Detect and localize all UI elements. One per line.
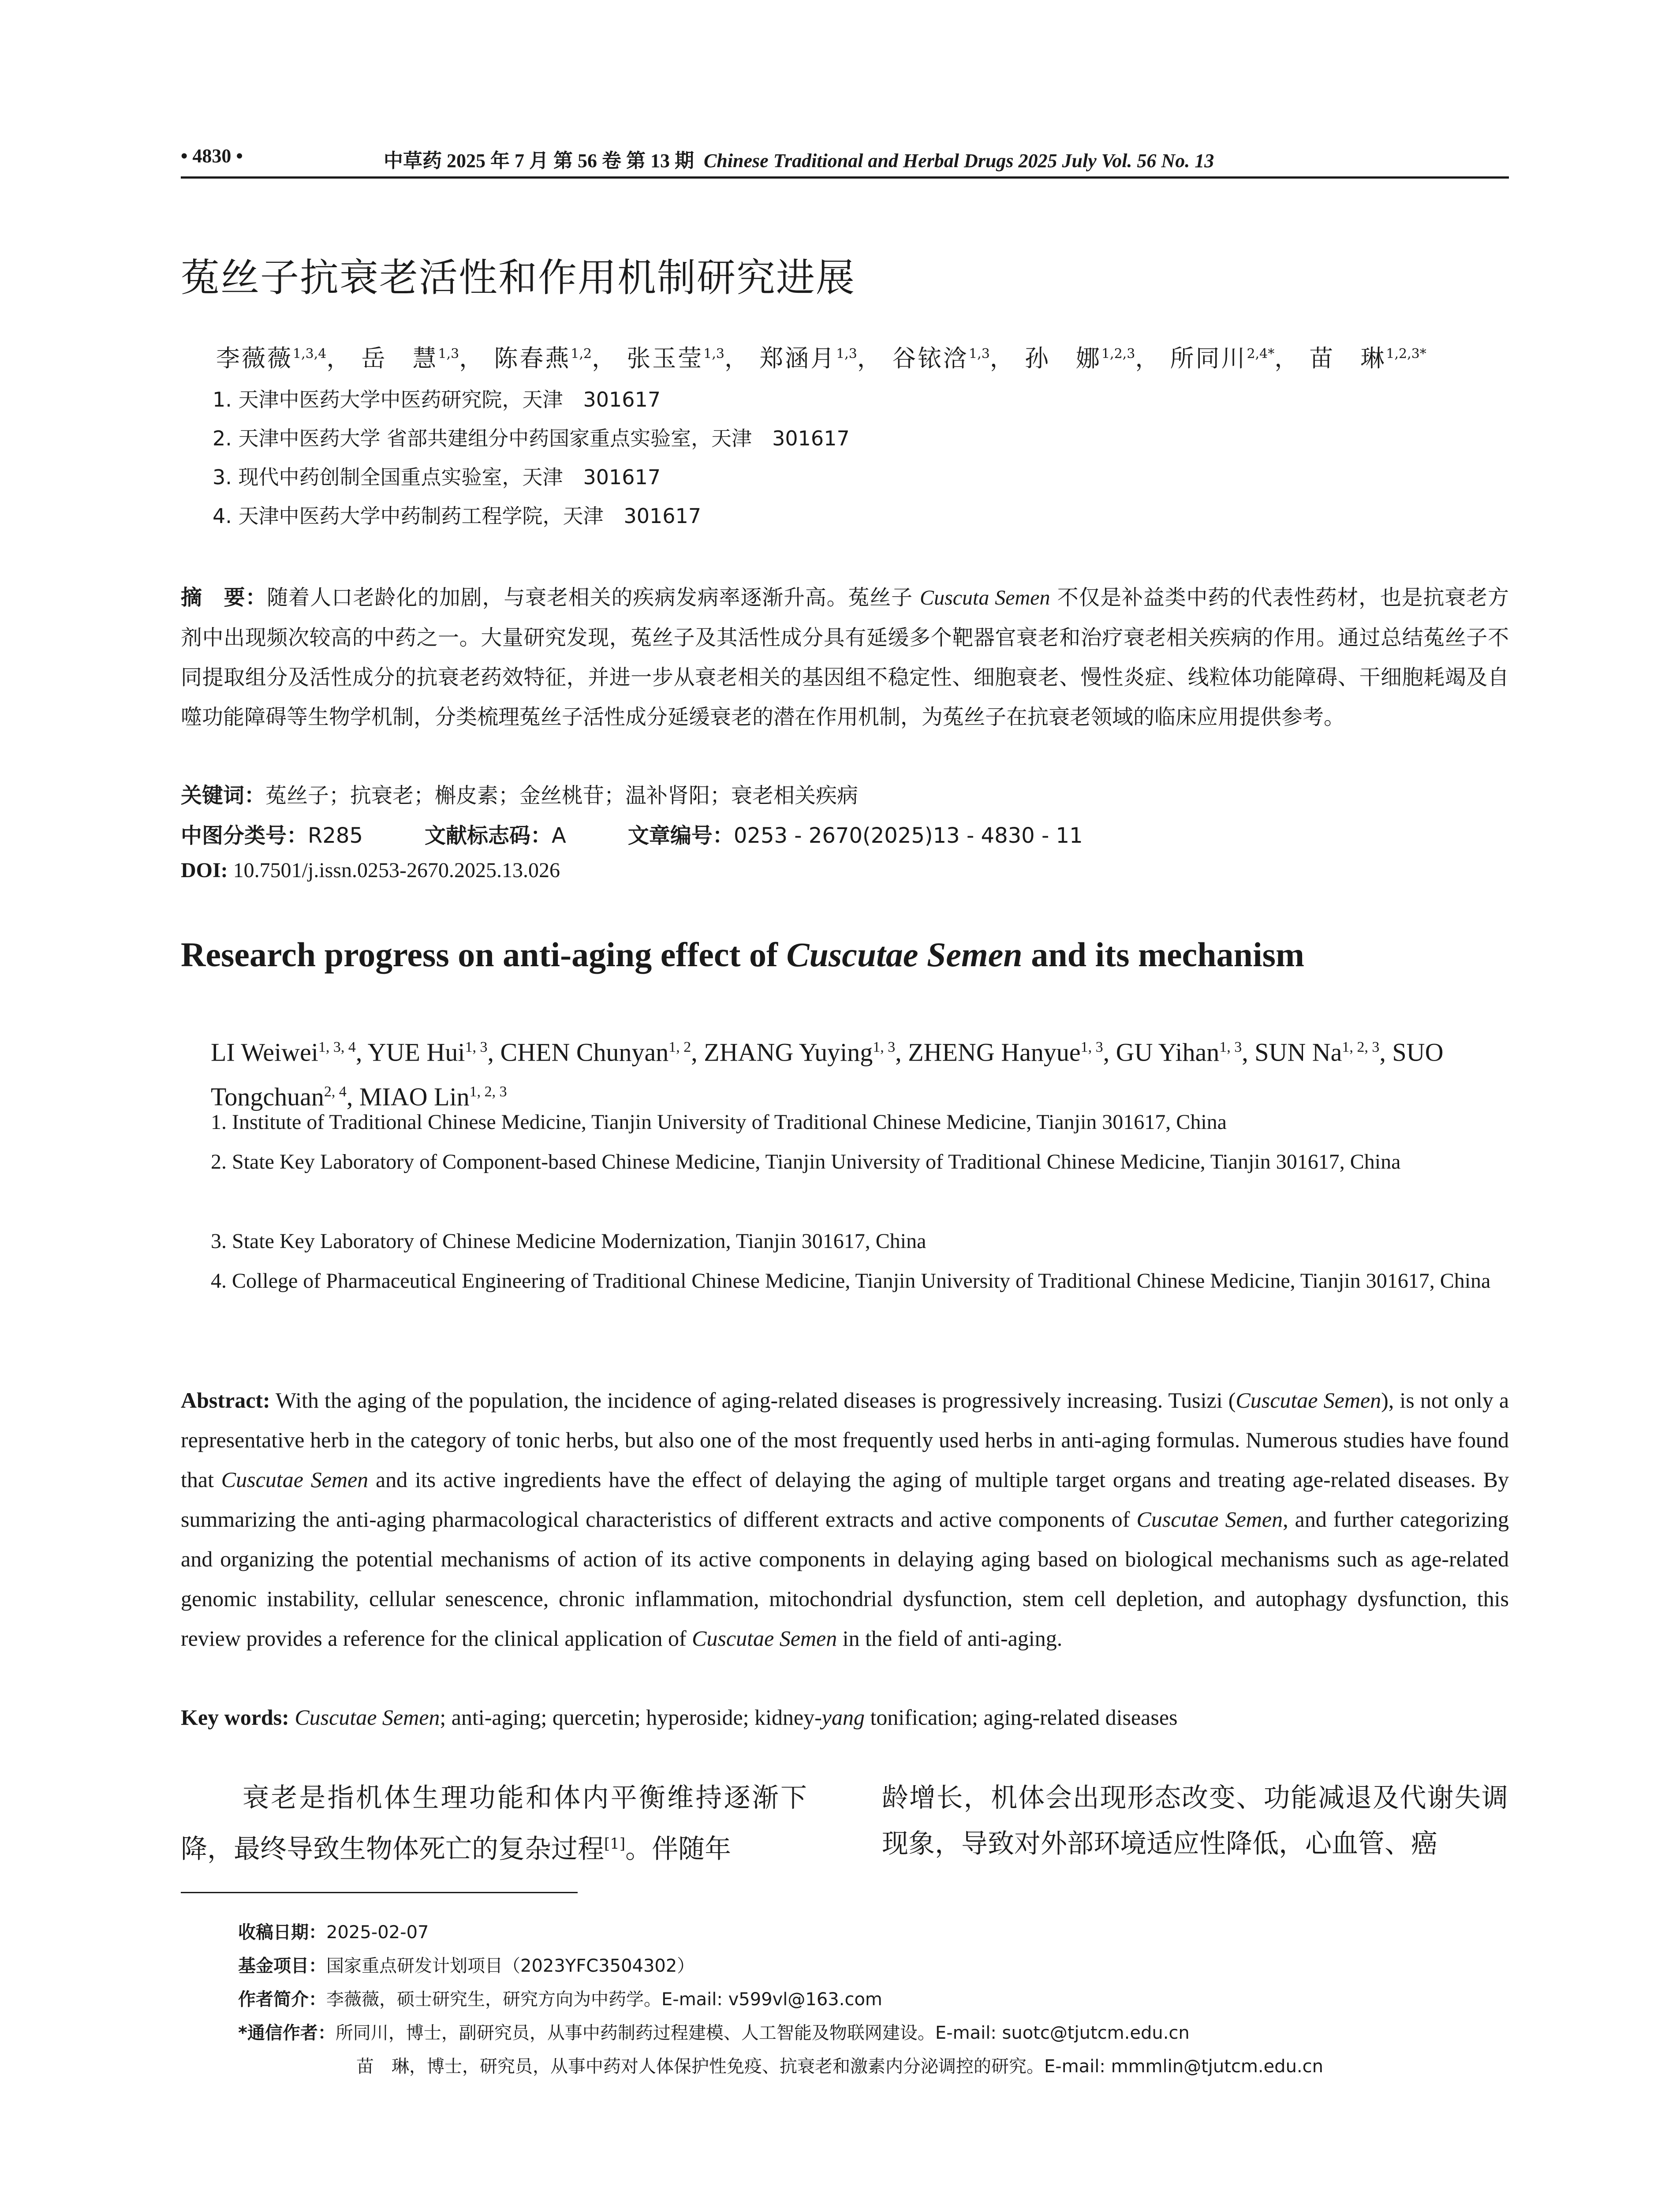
author-cn: 岳 慧$^{1,3}$， [361, 344, 485, 372]
journal-cn: 中草药 2025 年 7 月 第 56 卷 第 13 期 [384, 150, 694, 172]
author-cn: 张玉莹$^{1,3}$， [627, 344, 750, 372]
authors-cn [216, 340, 1426, 374]
author-cn: 陈春燕$^{1,2}$， [494, 344, 618, 372]
footnote-corresponding: *通信作者：所同川，博士，副研究员，从事中药制药过程建模、人工智能及物联网建设。E-mail: suotc@tjutcm.edu.cn [238, 2023, 1190, 2043]
footnote-author: 作者简介：李薇薇，硕士研究生，研究方向为中药学。E-mail: v599vl@163.com [238, 1989, 882, 2010]
abstract-en-label: Abstract: [181, 1388, 270, 1413]
footnote-rule [181, 1892, 578, 1893]
page-number: • 4830 • [181, 145, 243, 167]
affiliation-en: 4. College of Pharmaceutical Engineering of Traditional Chinese Medicine, Tianjin University of Traditional Chinese Medicine, Tianjin 301617, China [211, 1269, 1491, 1293]
affiliation-cn: 3. 现代中药创制全国重点实验室，天津 301617 [213, 465, 661, 489]
affiliation-en: 3. State Key Laboratory of Chinese Medicine Modernization, Tianjin 301617, China [211, 1230, 926, 1253]
journal-en: Chinese Traditional and Herbal Drugs 2025 July Vol. 56 No. 13 [704, 150, 1214, 172]
header-rule [181, 176, 1509, 179]
affiliation-cn: 4. 天津中医药大学中药制药工程学院，天津 301617 [213, 504, 702, 528]
footnote-received: 收稿日期：2025-02-07 [238, 1922, 429, 1943]
author-cn: 郑涵月$^{1,3}$， [759, 344, 883, 372]
author-cn: 孙 娜$^{1,2,3}$， [1024, 344, 1161, 372]
author-cn: 李薇薇$^{1,3,4}$， [216, 344, 352, 372]
footnote-corresponding-2: 苗 琳，博士，研究员，从事中药对人体保护性免疫、抗衰老和激素内分泌调控的研究。E-mail: mmmlin@tjutcm.edu.cn [356, 2056, 1323, 2077]
author-cn: 所同川$^{2,4*}$， [1170, 344, 1300, 372]
classification-line: 中图分类号：R285 文献标志码：A 文章编号：0253 - 2670(2025)13 - 4830 - 11 [181, 823, 1083, 848]
keywords-cn: 关键词：菟丝子；抗衰老；槲皮素；金丝桃苷；温补肾阳；衰老相关疾病 [181, 783, 859, 808]
body-column-left: 衰老是指机体生理功能和体内平衡维持逐渐下降，最终导致生物体死亡的复杂过程[1]。伴随年 [181, 1783, 807, 1865]
affiliation-en: 2. State Key Laboratory of Component-based Chinese Medicine, Tianjin University of Traditional Chinese Medicine, Tianjin 301617, China [211, 1150, 1401, 1174]
body-column-right: 龄增长，机体会出现形态改变、功能减退及代谢失调现象，导致对外部环境适应性降低，心血管、癌 [882, 1783, 1508, 1859]
authors-en: LI Weiwei$^{1, 3, 4}$, YUE Hui$^{1, 3}$, CHEN Chunyan$^{1, 2}$, ZHANG Yuying$^{1, 3}$, ZHENG Hanyue$^{1, 3}$, GU Yihan$^{1, 3}$, SUN Na$^{1, 2, 3}$, SUO Tongchuan$^{2, 4}$, MIAO Lin$^{1, 2, 3}$ [211, 1038, 1444, 1111]
abstract-cn: 摘 要：随着人口老龄化的加剧，与衰老相关的疾病发病率逐渐升高。菟丝子 Cuscuta Semen 不仅是补益类中药的代表性药材，也是抗衰老方剂中出现频次较高的中药之一。大量研究发现，菟丝子及其活性成分具有延缓多个靶器官衰老和治疗衰老相关疾病的作用。通过总结菟丝子不同提取组分及活性成分的抗衰老药效特征，并进一步从衰老相关的基因组不稳定性、细胞衰老、慢性炎症、线粒体功能障碍、干细胞耗竭及自噬功能障碍等生物学机制，分类梳理菟丝子活性成分延缓衰老的潜在作用机制，为菟丝子在抗衰老领域的临床应用提供参考。 [181, 585, 1509, 729]
abstract-cn-label: 摘 要： [181, 585, 267, 610]
journal-info [384, 145, 1214, 173]
keywords-en: Key words: Cuscutae Semen; anti-aging; quercetin; hyperoside; kidney-yang tonification; aging-related diseases [181, 1705, 1178, 1730]
footnote-fund: 基金项目：国家重点研发计划项目（2023YFC3504302） [238, 1956, 695, 1976]
author-cn: 苗 琳$^{1,2,3*}$ [1309, 344, 1426, 372]
title-en: Research progress on anti-aging effect of Cuscutae Semen and its mechanism [181, 935, 1304, 974]
author-cn: 谷铱浛$^{1,3}$， [892, 344, 1015, 372]
affiliation-cn: 2. 天津中医药大学 省部共建组分中药国家重点实验室，天津 301617 [213, 426, 850, 450]
abstract-en: Abstract: With the aging of the population, the incidence of aging-related diseases is progressively increasing. Tusizi (Cuscutae Semen), is not only a representative herb in the category of tonic herbs, but also one of the most frequently used herbs in anti-aging formulas. Numerous studies have found that Cuscutae Semen and its active ingredients have the effect of delaying the aging of multiple target organs and treating age-related diseases. By summarizing the anti-aging pharmacological characteristics of different extracts and active components of Cuscutae Semen, and further categorizing and organizing the potential mechanisms of action of its active components in delaying aging based on biological mechanisms such as age-related genomic instability, cellular senescence, chronic inflammation, mitochondrial dysfunction, stem cell depletion, and autophagy dysfunction, this review provides a reference for the clinical application of Cuscutae Semen in the field of anti-aging. [181, 1388, 1509, 1651]
doi: DOI: 10.7501/j.issn.0253-2670.2025.13.026 [181, 859, 560, 882]
affiliation-en: 1. Institute of Traditional Chinese Medicine, Tianjin University of Traditional Chinese Medicine, Tianjin 301617, China [211, 1110, 1227, 1134]
title-cn: 菟丝子抗衰老活性和作用机制研究进展 [181, 255, 856, 300]
affiliation-cn: 1. 天津中医药大学中医药研究院，天津 301617 [213, 388, 661, 411]
running-header [181, 145, 1509, 176]
